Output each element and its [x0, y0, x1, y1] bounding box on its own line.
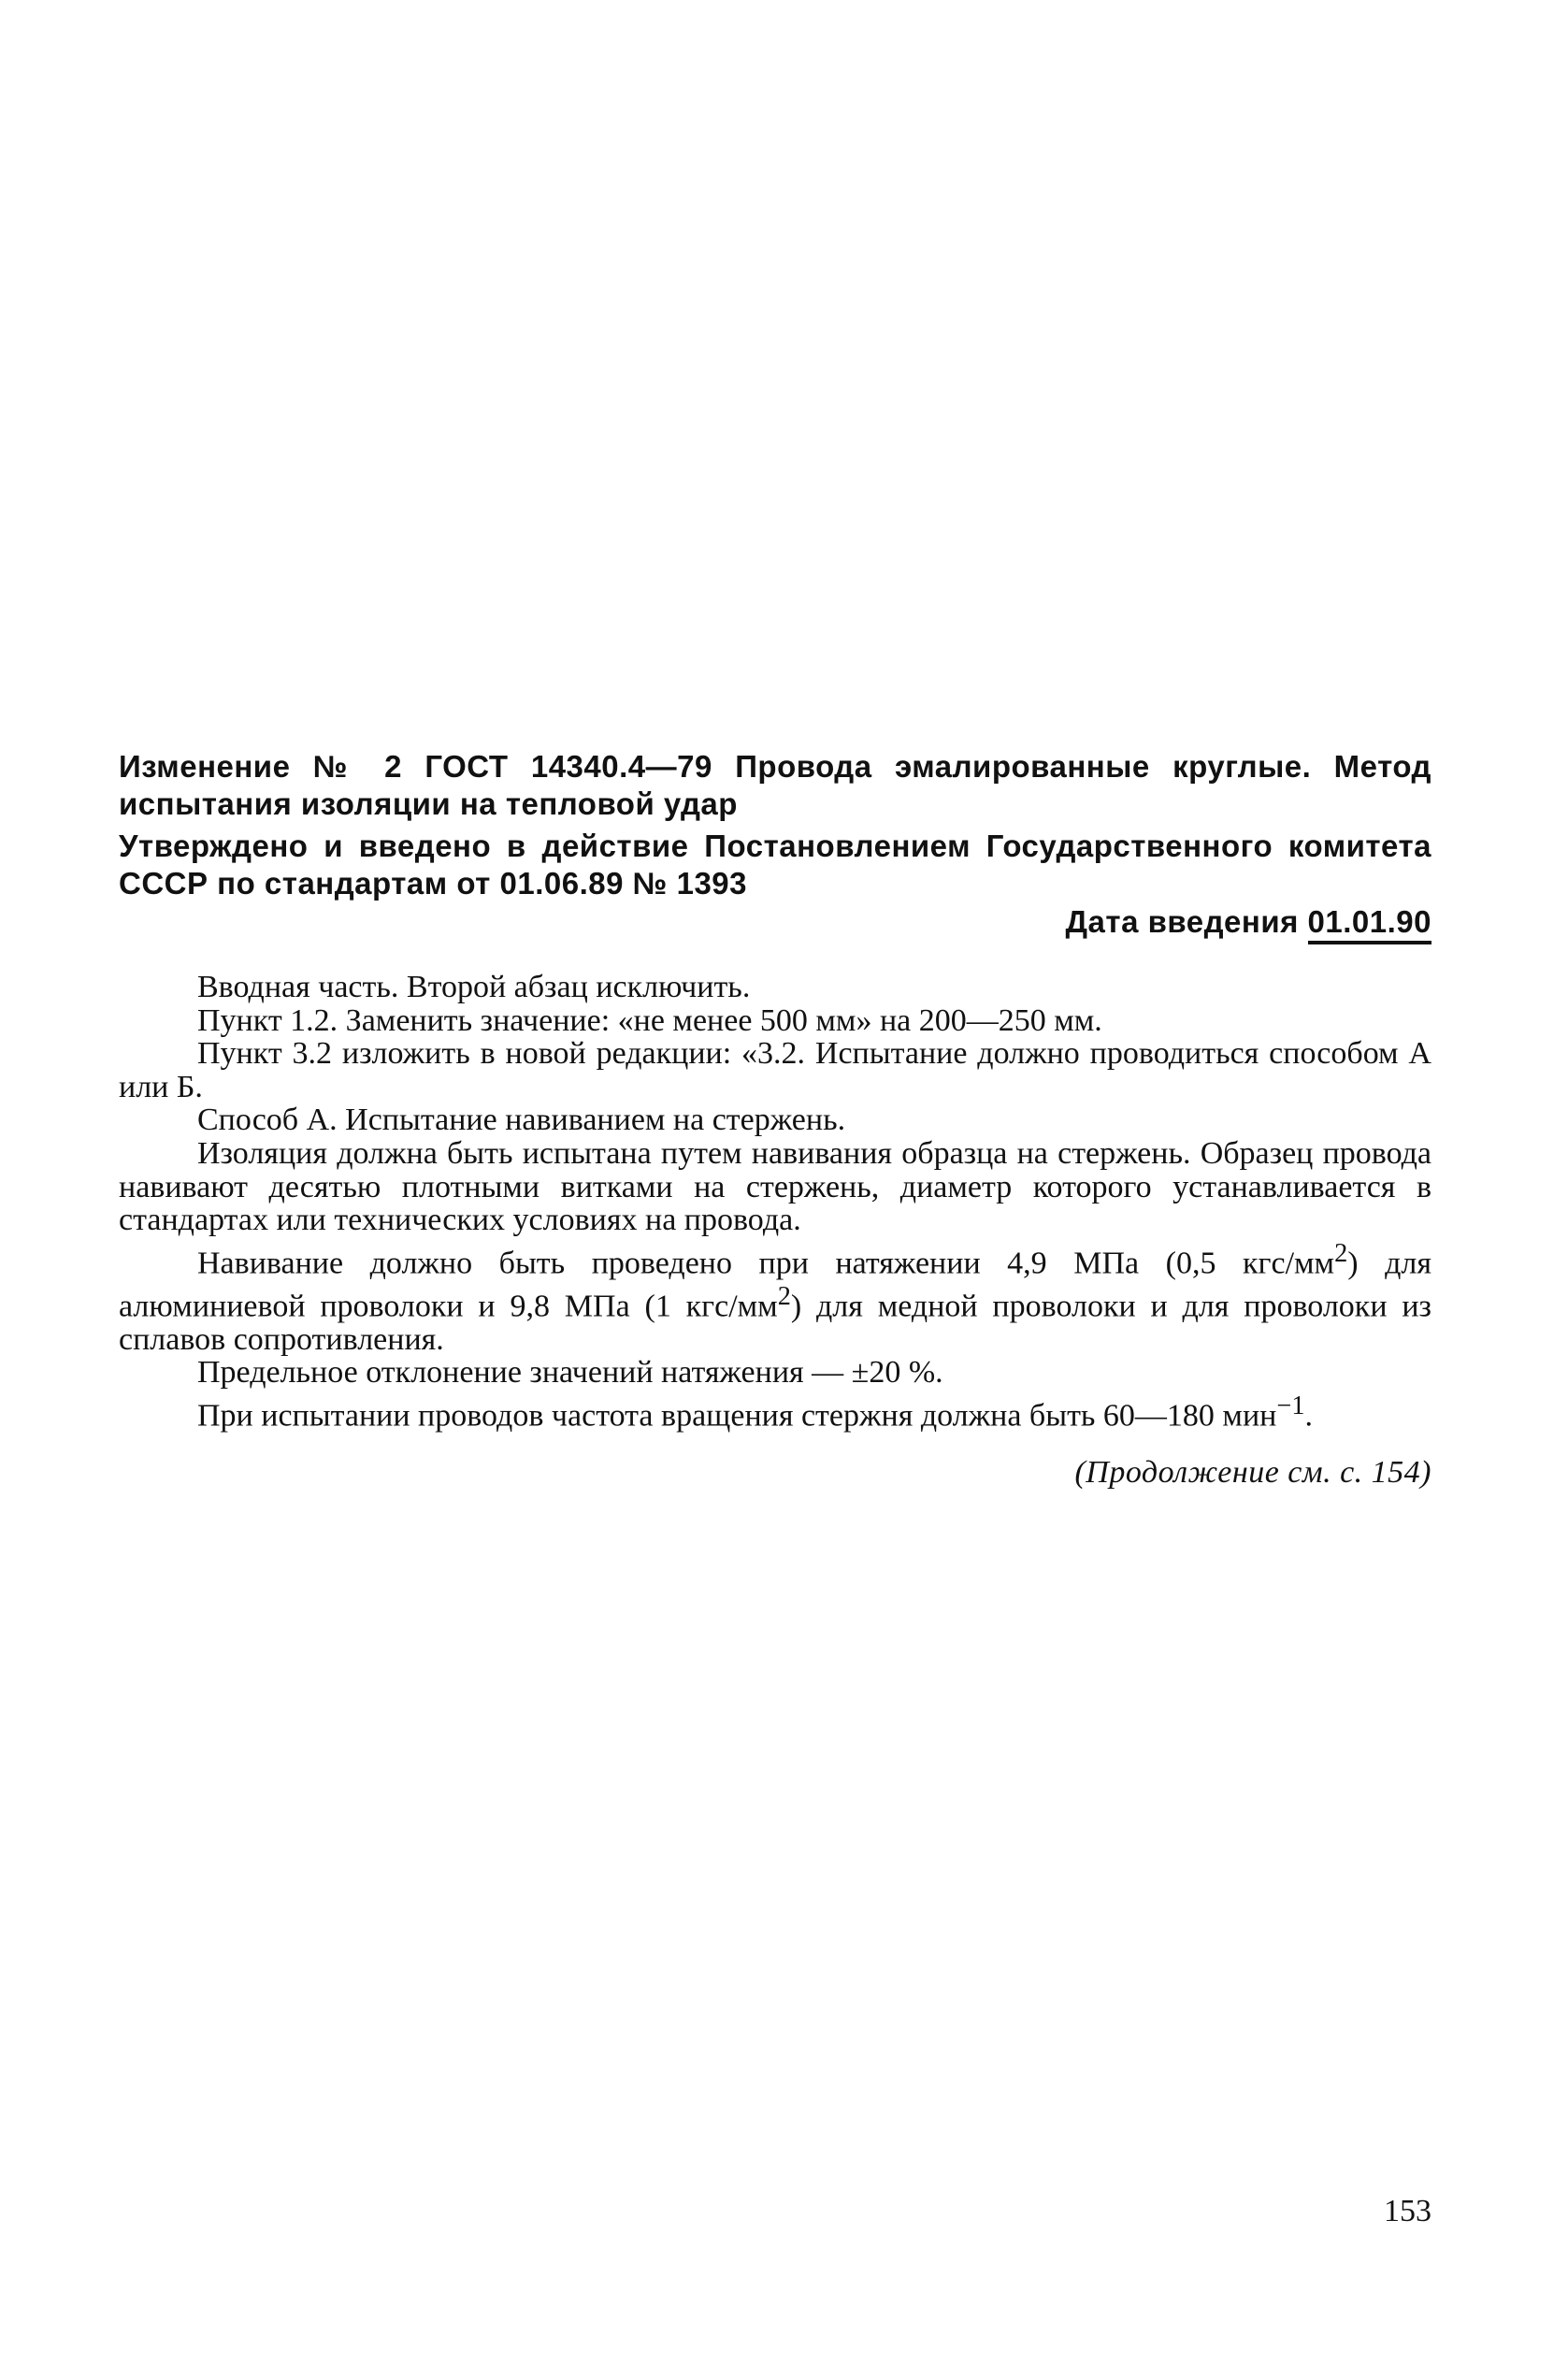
tension-sup-1: 2 — [1334, 1238, 1348, 1268]
paragraph-insulation: Изоляция должна быть испытана путем навивания образца на стержень. Образец провода навивают десятью плотными витками на стержень, диаметр которого устанавливается в стандартах или технических условиях на провода. — [119, 1135, 1431, 1238]
rotation-sup: −1 — [1276, 1391, 1305, 1420]
effective-date — [1066, 903, 1431, 941]
tension-sup-2: 2 — [777, 1281, 791, 1311]
paragraph-item-1-2: Пункт 1.2. Заменить значение: «не менее 500 мм» на 200—250 мм. — [197, 1002, 1102, 1038]
rotation-end: . — [1304, 1398, 1313, 1434]
tension-text-3: ) для медной проволоки и для проволоки из сплавов сопротивления. — [119, 1289, 1431, 1357]
paragraph-tension — [119, 1237, 1431, 1356]
continuation-note: (Продолжение см. с. 154) — [1074, 1455, 1431, 1490]
tension-text-2: ) для алюминиевой проволоки и 9,8 МПа (1 кгс/мм — [119, 1246, 1432, 1323]
tension-text-1: Навивание должно быть проведено при натяжении 4,9 МПа (0,5 кгс/мм — [197, 1246, 1335, 1281]
approval-statement: Утверждено и введено в действие Постановлением Государственного комитета СССР по стандартам от 01.06.89 № 1393 — [119, 829, 1431, 901]
effective-date-label: Дата введения — [1065, 904, 1299, 939]
page-number: 153 — [1384, 2194, 1431, 2228]
paragraph-method-a: Способ А. Испытание навиванием на стержень. — [197, 1103, 846, 1138]
effective-date-value: 01.01.90 — [1308, 904, 1431, 944]
paragraph-deviation: Предельное отклонение значений натяжения — ±20 %. — [197, 1355, 943, 1391]
paragraph-rotation — [119, 1390, 1431, 1433]
rotation-text: При испытании проводов частота вращения стержня должна быть 60—180 мин — [197, 1398, 1277, 1434]
paragraph-item-3-2: Пункт 3.2 изложить в новой редакции: «3.2. Испытание должно проводиться способом А или Б. — [119, 1036, 1431, 1104]
paragraph-intro: Вводная часть. Второй абзац исключить. — [197, 970, 751, 1004]
amendment-body — [119, 971, 1431, 1433]
amendment-title: Изменение № 2 ГОСТ 14340.4—79 Провода эмалированные круглые. Метод испытания изоляции на тепловой удар — [119, 749, 1431, 821]
